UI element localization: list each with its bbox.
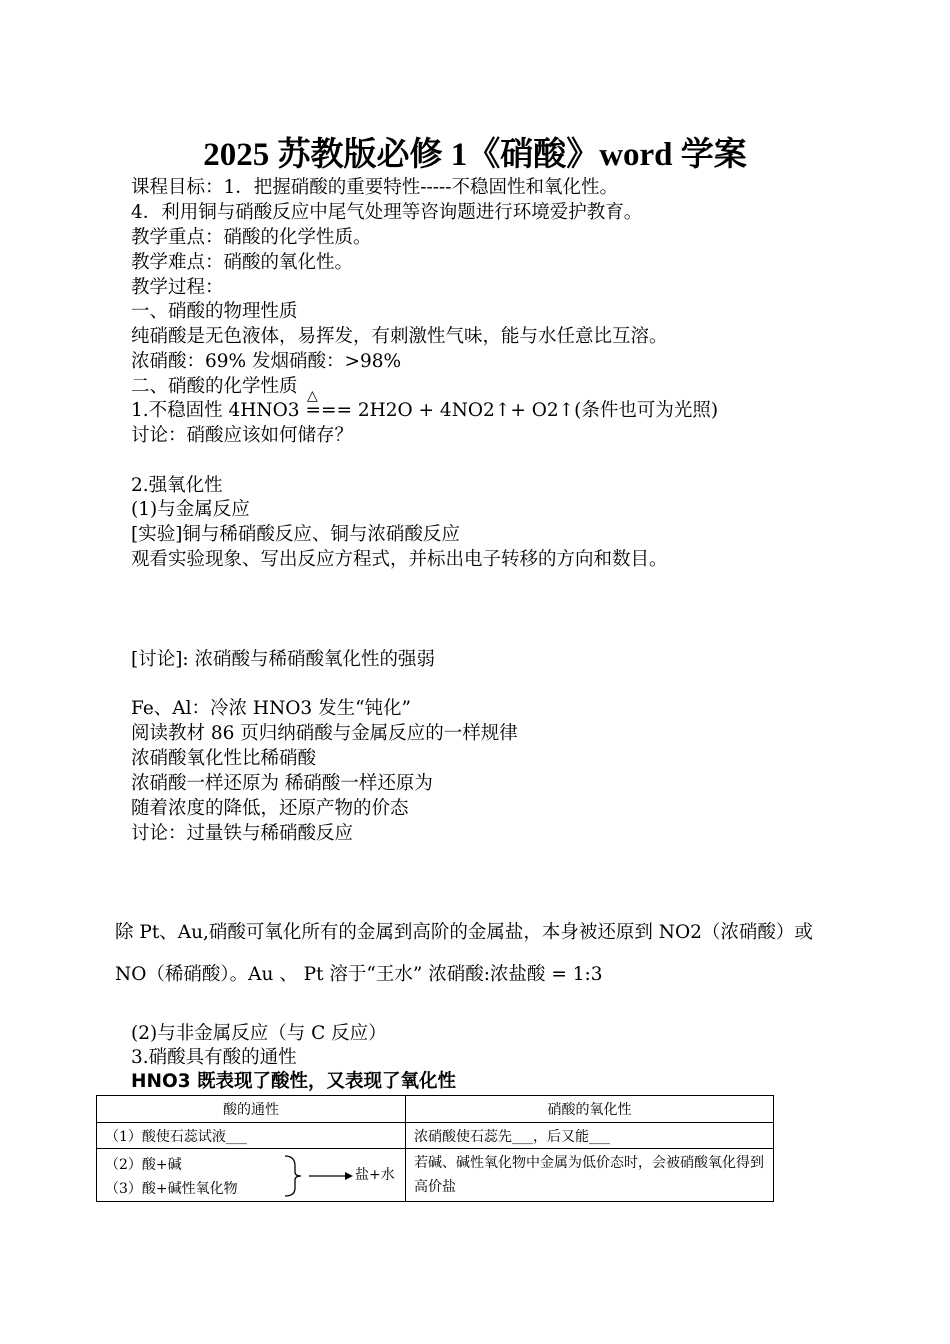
line-concentration: 浓硝酸：69% 发烟硝酸：>98%	[131, 351, 402, 372]
table-header-row	[97, 1096, 774, 1123]
table-cell: 若碱、碱性氧化物中金属为低价态时，会被硝酸氧化得到高价盐	[406, 1149, 774, 1202]
line-key-point: 教学重点：硝酸的化学性质。	[131, 227, 372, 248]
line-valence: 随着浓度的降低，还原产物的价态	[131, 798, 409, 819]
line-experiment: [实验]铜与稀硝酸反应、铜与浓硝酸反应	[131, 524, 460, 545]
line-reduction: 浓硝酸一样还原为 稀硝酸一样还原为	[131, 773, 433, 794]
table-cell: （1）酸使石蕊试液___	[97, 1123, 406, 1149]
line-difficulty: 教学难点：硝酸的氧化性。	[131, 252, 354, 273]
reaction-product: 盐+水	[355, 1167, 395, 1183]
line-instability: 1.不稳固性 4HNO3 === 2H2O + 4NO2↑+ O2↑(条件也可为光照)	[131, 400, 719, 421]
line-excess-iron: 讨论：过量铁与稀硝酸反应	[131, 823, 354, 844]
line-passivation: Fe、Al：冷浓 HNO3 发生“钝化”	[131, 698, 411, 719]
line-storage: 讨论：硝酸应该如何储存？	[131, 425, 354, 446]
line-pure-acid: 纯硝酸是无色液体，易挥发，有刺激性气味，能与水任意比互溶。	[131, 326, 668, 347]
line-goal-4: 4．利用铜与硝酸反应中尾气处理等咨询题进行环境爱护教育。	[131, 202, 643, 223]
reaction-acid-base: （2）酸+碱	[105, 1157, 182, 1173]
line-observe: 观看实验现象、写出反应方程式，并标出电子转移的方向和数目。	[131, 549, 668, 570]
doc-title: 2025 苏教版必修 1《硝酸》word 学案	[203, 137, 747, 173]
table-row	[97, 1149, 774, 1202]
table-header-cell: 硝酸的氧化性	[406, 1096, 774, 1123]
line-compare: 浓硝酸氧化性比稀硝酸	[131, 748, 317, 769]
line-textbook: 阅读教材 86 页归纳硝酸与金属反应的一样规律	[131, 723, 518, 744]
line-oxidizing: 2.强氧化性	[131, 475, 223, 496]
line-nonmetal: (2)与非金属反应（与 C 反应）	[131, 1023, 387, 1044]
line-both-properties: HNO3 既表现了酸性，又表现了氧化性	[131, 1071, 457, 1092]
table-row	[97, 1123, 774, 1149]
table-header-cell: 酸的通性	[97, 1096, 406, 1123]
line-metal: (1)与金属反应	[131, 499, 250, 520]
table-cell: 浓硝酸使石蕊先___，后又能___	[406, 1123, 774, 1149]
reaction-acid-oxide: （3）酸+碱性氧化物	[105, 1181, 238, 1197]
heat-symbol: △	[307, 388, 318, 404]
line-acid-general: 3.硝酸具有酸的通性	[131, 1047, 297, 1068]
paragraph-aqua-regia: 除 Pt、Au,硝酸可氧化所有的金属到高阶的金属盐，本身被还原到 NO2（浓硝酸）或 NO（稀硝酸）。Au 、 Pt 溶于“王水” 浓硝酸:浓盐酸 = 1:3	[115, 922, 813, 985]
brace-arrow-icon	[281, 1154, 353, 1198]
section-chemical: 二、硝酸的化学性质	[131, 376, 298, 397]
line-course-goal: 课程目标：1．把握硝酸的重要特性-----不稳固性和氧化性。	[131, 177, 619, 198]
comparison-table	[96, 1095, 774, 1202]
line-process: 教学过程：	[131, 277, 224, 298]
line-discussion-strength: [讨论]: 浓硝酸与稀硝酸氧化性的强弱	[131, 649, 436, 670]
section-physical: 一、硝酸的物理性质	[131, 301, 298, 322]
table-cell-reactions	[97, 1149, 406, 1202]
